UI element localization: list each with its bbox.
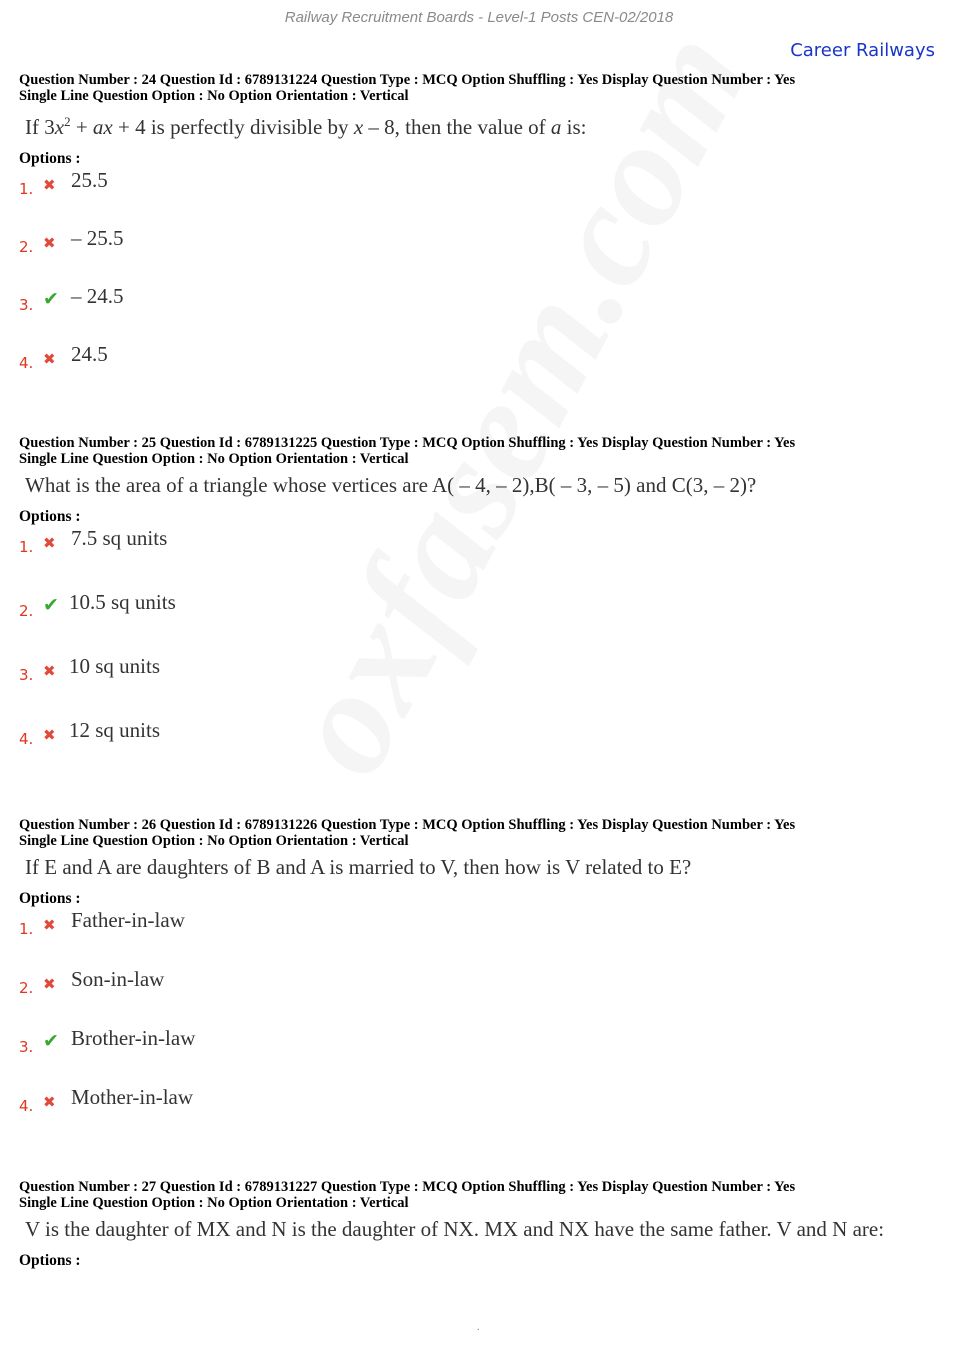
options-label: Options : [19,1252,81,1269]
options-label: Options : [19,150,81,167]
option-text: 25.5 [71,168,108,192]
option-item [19,342,939,400]
check-icon: ✔ [43,594,59,616]
question-block [19,817,939,1144]
option-item [19,1085,939,1144]
question-text: What is the area of a triangle whose vertices are A( – 4, – 2),B( – 3, – 5) and C(3, – 2)? [25,473,757,497]
cross-icon: ✖ [43,350,56,368]
option-number: 1. [19,538,34,556]
option-text: Brother-in-law [71,1026,196,1050]
cross-icon: ✖ [43,662,56,680]
cross-icon: ✖ [43,975,56,993]
option-text: Son-in-law [71,967,165,991]
question-text: V is the daughter of MX and N is the daughter of NX. MX and NX have the same father. V and N are: [25,1217,885,1241]
cross-icon: ✖ [43,916,56,934]
cross-icon: ✖ [43,534,56,552]
question-meta-options: Single Line Question Option : No Option Orientation : Vertical [19,833,409,849]
option-text: 24.5 [71,342,108,366]
option-text: – 24.5 [71,284,124,308]
option-number: 1. [19,180,34,198]
option-number: 3. [19,1038,34,1056]
check-icon: ✔ [43,288,59,310]
question-meta-options: Single Line Question Option : No Option Orientation : Vertical [19,451,409,467]
option-text: Mother-in-law [71,1085,194,1109]
option-text: 10.5 sq units [69,590,176,614]
page-header-title: Railway Recruitment Boards - Level-1 Posts CEN-02/2018 [284,9,674,26]
option-number: 4. [19,730,34,748]
option-number: 2. [19,238,34,256]
question-meta: Question Number : 25 Question Id : 6789131225 Question Type : MCQ Option Shuffling : Yes Display Question Number : Yes [19,435,796,451]
question-meta: Question Number : 27 Question Id : 6789131227 Question Type : MCQ Option Shuffling : Yes Display Question Number : Yes [19,1179,796,1195]
option-item [19,284,939,342]
question-block [19,72,939,400]
option-text: 7.5 sq units [71,526,168,550]
option-number: 4. [19,354,34,372]
cross-icon: ✖ [43,726,56,744]
question-block [19,1179,939,1270]
option-item [19,590,939,654]
cross-icon: ✖ [43,1093,56,1111]
option-item [19,526,939,590]
option-text: Father-in-law [71,908,185,932]
option-item [19,1026,939,1085]
cross-icon: ✖ [43,176,56,194]
check-icon: ✔ [43,1030,59,1052]
option-number: 2. [19,979,34,997]
question-text: If E and A are daughters of B and A is married to V, then how is V related to E? [25,855,692,879]
option-number: 4. [19,1097,34,1115]
question-meta-options: Single Line Question Option : No Option Orientation : Vertical [19,88,409,104]
option-item [19,654,939,718]
option-text: 12 sq units [69,718,161,742]
question-meta: Question Number : 24 Question Id : 6789131224 Question Type : MCQ Option Shuffling : Yes Display Question Number : Yes [19,72,796,88]
option-number: 1. [19,920,34,938]
option-item [19,908,939,967]
cross-icon: ✖ [43,234,56,252]
option-text: – 25.5 [71,226,124,250]
options-label: Options : [19,890,81,907]
option-number: 3. [19,296,34,314]
option-text: 10 sq units [69,654,161,678]
option-item [19,226,939,284]
brand-label: Career Railways [790,40,935,61]
option-number: 3. [19,666,34,684]
option-item [19,967,939,1026]
page-footer-mark: . [477,1322,480,1333]
question-meta-options: Single Line Question Option : No Option Orientation : Vertical [19,1195,409,1211]
question-meta: Question Number : 26 Question Id : 6789131226 Question Type : MCQ Option Shuffling : Yes Display Question Number : Yes [19,817,796,833]
options-label: Options : [19,508,81,525]
option-item [19,718,939,782]
question-block [19,435,939,782]
option-number: 2. [19,602,34,620]
option-item [19,168,939,226]
question-text: If $3x^2$ + ax + 4 is perfectly divisible by x – 8, then the value of a is: [25,114,587,139]
